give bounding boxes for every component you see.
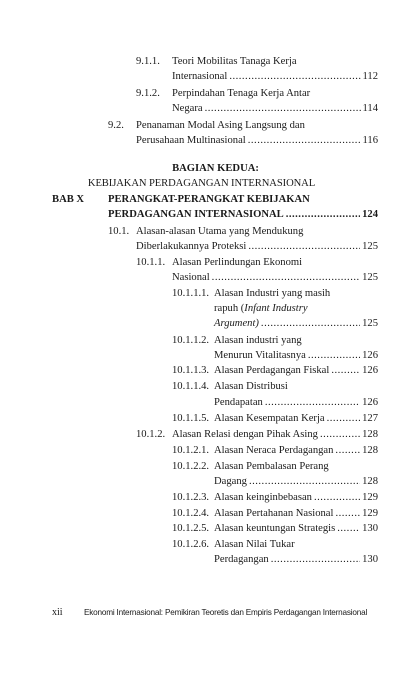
toc-section-number: 10.1. bbox=[108, 226, 130, 237]
toc-section-title: Alasan Perdagangan Fiskal bbox=[214, 365, 330, 376]
toc-section-title-cont: Argument) bbox=[214, 318, 259, 329]
toc-section-title-cont: Pendapatan bbox=[214, 397, 263, 408]
toc-entry-title-cont: Perusahaan Multinasional bbox=[136, 135, 246, 146]
toc-page-number: 112 bbox=[362, 71, 378, 82]
toc-section-leader-line[interactable] bbox=[214, 444, 378, 458]
toc-page-number: 129 bbox=[362, 508, 378, 519]
toc-entry-leader-line[interactable] bbox=[172, 102, 378, 116]
leader-dots bbox=[265, 396, 360, 410]
leader-dots bbox=[308, 349, 360, 363]
toc-section-number: 10.1.1.4. bbox=[172, 381, 210, 392]
toc-section-title-cont bbox=[214, 302, 308, 316]
toc-section-title: Alasan Neraca Perdagangan bbox=[214, 445, 334, 456]
leader-dots bbox=[212, 271, 360, 285]
leader-dots bbox=[286, 208, 360, 222]
toc-page-number: 126 bbox=[362, 350, 378, 361]
chapter-label: BAB X bbox=[52, 194, 85, 205]
leader-dots bbox=[337, 522, 360, 536]
toc-section-title: Alasan Relasi dengan Pihak Asing bbox=[172, 429, 318, 440]
toc-page-number: 129 bbox=[362, 492, 378, 503]
toc-section-number: 10.1.2. bbox=[136, 429, 166, 440]
toc-section-title: Alasan Kesempatan Kerja bbox=[214, 413, 325, 424]
toc-page-number: 116 bbox=[362, 135, 378, 146]
leader-dots bbox=[331, 364, 360, 378]
toc-page-number: 125 bbox=[362, 241, 378, 252]
leader-dots bbox=[314, 491, 360, 505]
toc-page-number: 127 bbox=[362, 413, 378, 424]
part-title: BAGIAN KEDUA: bbox=[172, 163, 259, 174]
toc-page-number: 126 bbox=[362, 397, 378, 408]
leader-dots bbox=[261, 317, 360, 331]
toc-section-title: Alasan keuntungan Strategis bbox=[214, 523, 336, 534]
leader-dots bbox=[327, 412, 361, 426]
toc-section-number: 10.1.1.3. bbox=[172, 365, 210, 376]
toc-page-number: 128 bbox=[362, 429, 378, 440]
toc-entry-number: 9.2. bbox=[108, 120, 124, 131]
toc-section-leader-line[interactable] bbox=[214, 491, 378, 505]
toc-entry-title[interactable]: Teori Mobilitas Tanaga Kerja bbox=[172, 56, 297, 67]
toc-page-number: 130 bbox=[362, 523, 378, 534]
leader-dots bbox=[335, 507, 360, 521]
toc-section-title: Alasan Pertahanan Nasional bbox=[214, 508, 334, 519]
toc-section-leader-line[interactable] bbox=[214, 317, 378, 331]
toc-section-leader-line[interactable] bbox=[172, 271, 378, 285]
toc-section-title[interactable]: Alasan Industri yang masih bbox=[214, 288, 331, 299]
chapter-title-cont: PERDAGANGAN INTERNASIONAL bbox=[108, 209, 284, 220]
toc-section-number: 10.1.2.1. bbox=[172, 445, 210, 456]
toc-section-leader-line[interactable] bbox=[214, 522, 378, 536]
footer-book-title: Ekonomi Internasional: Pemikiran Teoretis dan Empiris Perdagangan Internasional bbox=[84, 608, 368, 617]
toc-section-number: 10.1.2.6. bbox=[172, 539, 210, 550]
toc-page-number: 126 bbox=[362, 365, 378, 376]
toc-page-number: 125 bbox=[362, 318, 378, 329]
toc-entry-title[interactable]: Perpindahan Tenaga Kerja Antar bbox=[172, 88, 311, 99]
toc-section-leader-line[interactable] bbox=[214, 396, 378, 410]
toc-entry-title[interactable]: Penanaman Modal Asing Langsung dan bbox=[136, 120, 305, 131]
leader-dots bbox=[320, 428, 360, 442]
toc-section-leader-line[interactable] bbox=[214, 364, 378, 378]
toc-section-title[interactable]: Alasan Pembalasan Perang bbox=[214, 461, 329, 472]
toc-entry-number: 9.1.2. bbox=[136, 88, 160, 99]
toc-section-number: 10.1.1.2. bbox=[172, 335, 210, 346]
chapter-leader-line[interactable] bbox=[108, 208, 378, 222]
leader-dots bbox=[229, 70, 360, 84]
leader-dots bbox=[249, 475, 360, 489]
toc-section-leader-line[interactable] bbox=[214, 412, 378, 426]
toc-page-number: 128 bbox=[362, 476, 378, 487]
toc-section-number: 10.1.1. bbox=[136, 257, 166, 268]
toc-page-number: 114 bbox=[362, 103, 378, 114]
toc-page-number: 124 bbox=[362, 209, 378, 220]
toc-page-number: 125 bbox=[362, 272, 378, 283]
toc-entry-leader-line[interactable] bbox=[172, 70, 378, 84]
toc-section-leader-line[interactable] bbox=[214, 349, 378, 363]
toc-entry-title-cont: Negara bbox=[172, 103, 203, 114]
leader-dots bbox=[271, 553, 360, 567]
title-italic-text: Infant Industry bbox=[244, 303, 308, 314]
toc-section-title[interactable]: Alasan industri yang bbox=[214, 335, 302, 346]
leader-dots bbox=[248, 240, 360, 254]
toc-section-leader-line[interactable] bbox=[214, 553, 378, 567]
title-text: rapuh ( bbox=[214, 303, 245, 314]
toc-section-title[interactable]: Alasan-alasan Utama yang Mendukung bbox=[136, 226, 304, 237]
toc-section-title[interactable]: Alasan Nilai Tukar bbox=[214, 539, 295, 550]
toc-section-title-cont: Diberlakukannya Proteksi bbox=[136, 241, 247, 252]
toc-page-number: 128 bbox=[362, 445, 378, 456]
toc-section-leader-line[interactable] bbox=[172, 428, 378, 442]
toc-page-number: 130 bbox=[362, 554, 378, 565]
toc-section-title[interactable]: Alasan Perlindungan Ekonomi bbox=[172, 257, 303, 268]
toc-entry-leader-line[interactable] bbox=[136, 134, 378, 148]
toc-section-number: 10.1.1.1. bbox=[172, 288, 210, 299]
toc-section-title-cont: Nasional bbox=[172, 272, 210, 283]
footer-page-number: xii bbox=[52, 607, 63, 618]
toc-section-number: 10.1.2.2. bbox=[172, 461, 210, 472]
toc-section-title[interactable]: Alasan Distribusi bbox=[214, 381, 288, 392]
toc-section-number: 10.1.2.4. bbox=[172, 508, 210, 519]
toc-section-number: 10.1.1.5. bbox=[172, 413, 210, 424]
leader-dots bbox=[205, 102, 361, 116]
toc-section-title-cont: Dagang bbox=[214, 476, 247, 487]
toc-section-leader-line[interactable] bbox=[136, 240, 378, 254]
toc-entry-title-cont: Internasional bbox=[172, 71, 228, 82]
part-subtitle: KEBIJAKAN PERDAGANGAN INTERNASIONAL bbox=[87, 178, 316, 189]
toc-section-title-cont: Perdagangan bbox=[214, 554, 269, 565]
toc-section-title: Alasan keinginbebasan bbox=[214, 492, 312, 503]
toc-section-leader-line[interactable] bbox=[214, 475, 378, 489]
toc-section-number: 10.1.2.5. bbox=[172, 523, 210, 534]
toc-entry-number: 9.1.1. bbox=[136, 56, 160, 67]
toc-section-number: 10.1.2.3. bbox=[172, 492, 210, 503]
toc-section-leader-line[interactable] bbox=[214, 507, 378, 521]
toc-section-title-cont: Menurun Vitalitasnya bbox=[214, 350, 306, 361]
leader-dots bbox=[248, 134, 361, 148]
leader-dots bbox=[335, 444, 360, 458]
chapter-title[interactable]: PERANGKAT-PERANGKAT KEBIJAKAN bbox=[108, 194, 310, 205]
